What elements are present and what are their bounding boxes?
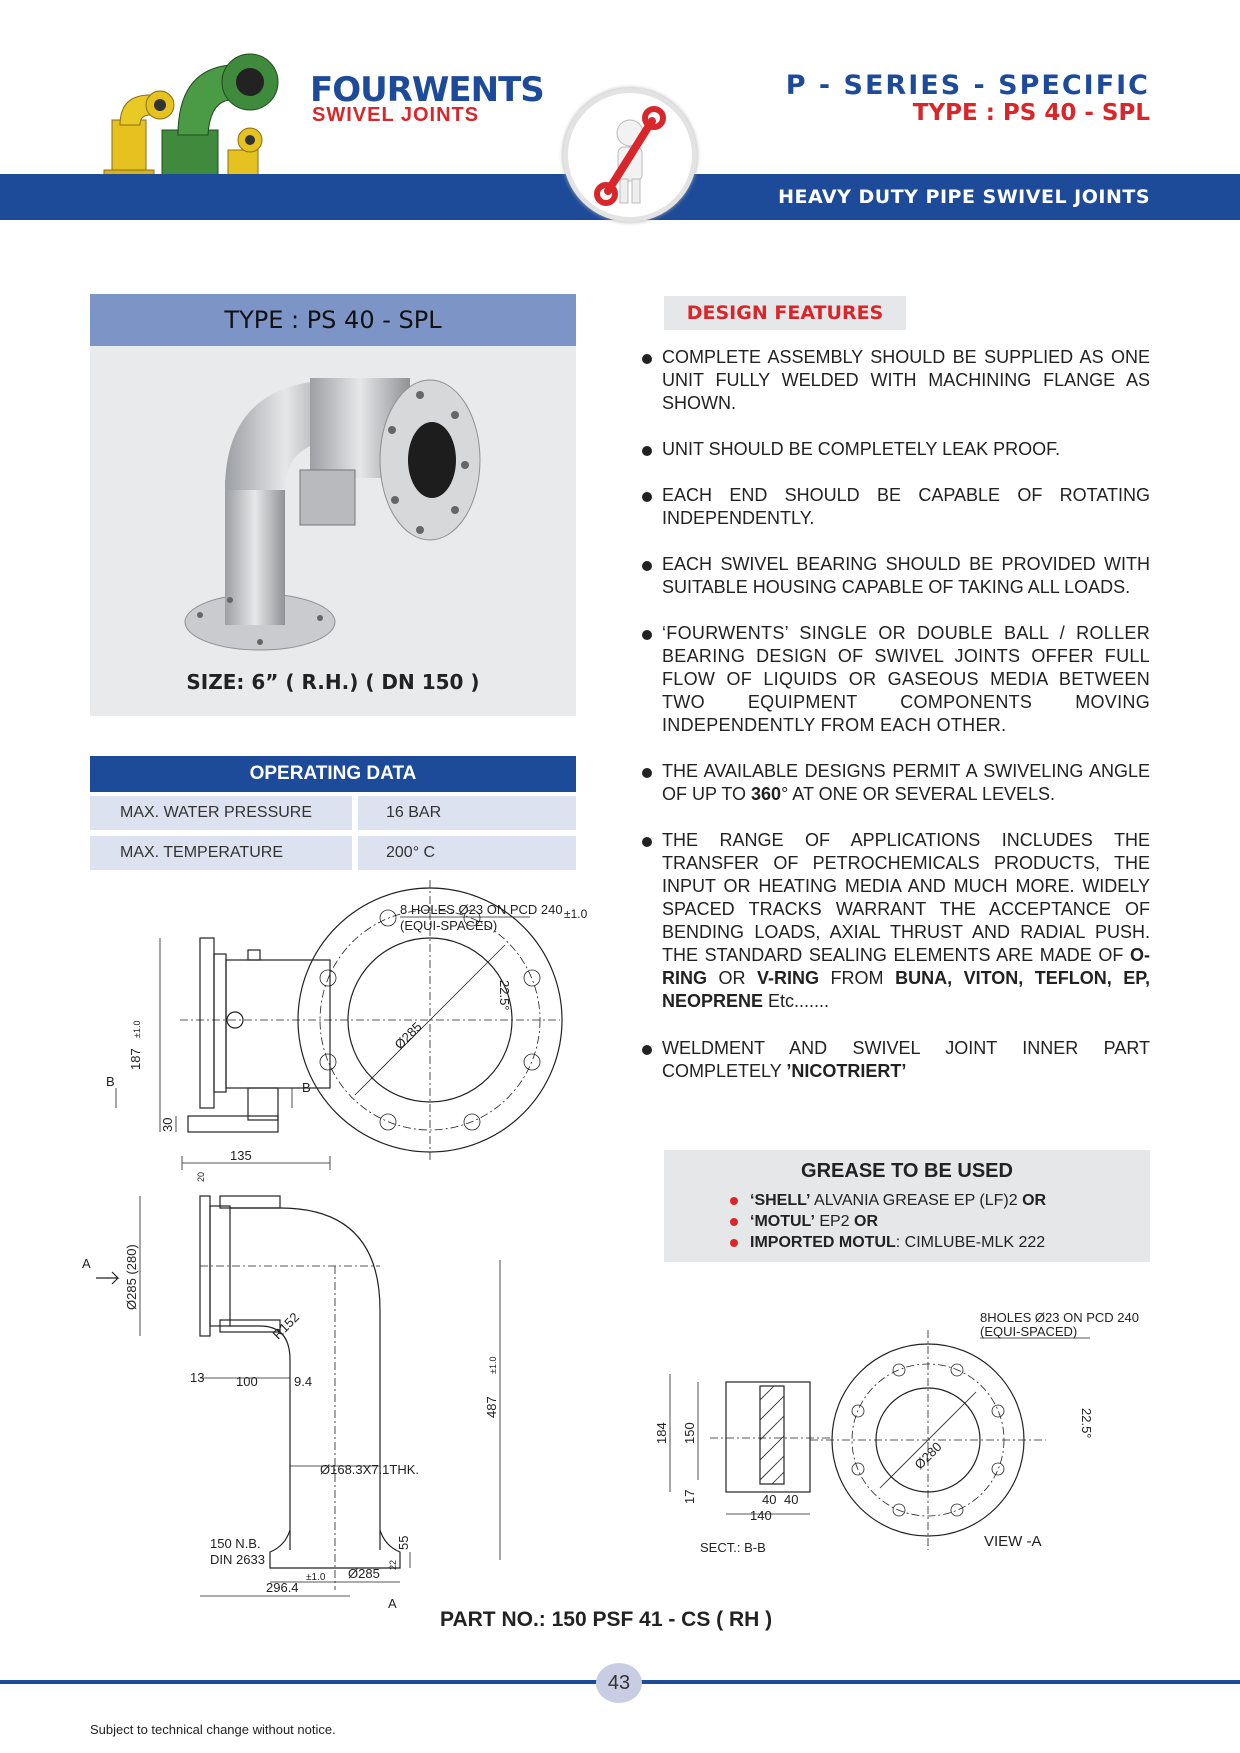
section-b-right: B bbox=[302, 1080, 311, 1095]
dim-d17: 17 bbox=[682, 1489, 697, 1504]
feature-item: COMPLETE ASSEMBLY SHOULD BE SUPPLIED AS ONE UNIT FULLY WELDED WITH MACHINING FLANGE AS SHOWN. bbox=[642, 346, 1150, 415]
dim-d20: 20 bbox=[196, 1171, 206, 1182]
dim-d13: 13 bbox=[190, 1370, 205, 1385]
dim-d94: 9.4 bbox=[294, 1374, 313, 1389]
holes-tol-visible: ±1.0 bbox=[564, 907, 588, 921]
operating-data-title: OPERATING DATA bbox=[90, 756, 576, 792]
technical-drawing-main bbox=[80, 870, 588, 1611]
dim-nb: 150 N.B. bbox=[210, 1536, 261, 1551]
dim-tol: ±1.0 bbox=[132, 1020, 142, 1038]
section-bb-label: SECT.: B-B bbox=[700, 1540, 766, 1555]
dim-d100: 100 bbox=[236, 1374, 258, 1389]
dim-d40a: 40 bbox=[762, 1492, 777, 1507]
product-title: TYPE : PS 40 - SPL bbox=[90, 294, 576, 346]
feature-item: EACH SWIVEL BEARING SHOULD BE PROVIDED WITH SUITABLE HOUSING CAPABLE OF TAKING ALL LOADS. bbox=[642, 553, 1150, 599]
dim-right-angle: 22.5° bbox=[1079, 1408, 1094, 1439]
series-type: TYPE : PS 40 - SPL bbox=[912, 100, 1150, 126]
product-size: SIZE: 6” ( R.H.) ( DN 150 ) bbox=[186, 670, 480, 694]
part-number: PART NO.: 150 PSF 41 - CS ( RH ) bbox=[440, 1608, 773, 1631]
right-holes-note: 8HOLES Ø23 ON PCD 240 bbox=[980, 1310, 1139, 1325]
page-number: 43 bbox=[596, 1663, 642, 1703]
view-a-arrow-label: A bbox=[82, 1256, 91, 1271]
dim-d280: Ø280 bbox=[911, 1439, 945, 1473]
op-label-temperature: MAX. TEMPERATURE bbox=[90, 836, 352, 870]
product-photo bbox=[170, 360, 500, 660]
grease-item: ‘SHELL’ ALVANIA GREASE EP (LF)2 OR bbox=[730, 1192, 1046, 1210]
dim-d140: 140 bbox=[750, 1508, 772, 1523]
dim-din: DIN 2633 bbox=[210, 1552, 265, 1567]
dim-d2964: 296.4 bbox=[266, 1580, 299, 1595]
dim-d55: 55 bbox=[396, 1535, 411, 1550]
dim-h187: 187 bbox=[128, 1048, 143, 1070]
dim-d135: 135 bbox=[230, 1148, 252, 1163]
grease-title: GREASE TO BE USED bbox=[801, 1160, 1013, 1182]
feature-item: THE RANGE OF APPLICATIONS INCLUDES THE TRANSFER OF PETROCHEMICALS PRODUCTS, THE INPUT OR HEATING MEDIA AND MUCH MORE. WIDELY SPACED TRACKS WARRANT THE ACCEPTANCE OF BENDING LOADS, AXIAL THRUST AND RADIAL PUSH. THE STANDARD SEALING ELEMENTS ARE MADE OF O-RING OR V-RING FROM BUNA, VITON, TEFLON, EP, NEOPRENE Etc....... bbox=[642, 829, 1150, 1013]
op-value-pressure: 16 BAR bbox=[358, 796, 576, 830]
mascot-wrench-icon bbox=[568, 93, 692, 217]
design-features-title: DESIGN FEATURES bbox=[664, 296, 906, 330]
equi-note: (EQUI-SPACED) bbox=[400, 918, 498, 933]
dim-d150: 150 bbox=[682, 1422, 697, 1444]
section-b-left: B bbox=[106, 1074, 115, 1089]
view-a-label: VIEW -A bbox=[984, 1533, 1042, 1550]
dim-d285: Ø285 bbox=[391, 1019, 425, 1053]
logo-word: FOURWENTS bbox=[310, 70, 544, 110]
grease-item: IMPORTED MOTUL: CIMLUBE-MLK 222 bbox=[730, 1234, 1045, 1252]
dim-flange-d285: Ø285 bbox=[348, 1566, 380, 1581]
dim-d40b: 40 bbox=[784, 1492, 799, 1507]
feature-item: EACH END SHOULD BE CAPABLE OF ROTATING INDEPENDENTLY. bbox=[642, 484, 1150, 530]
feature-item: THE AVAILABLE DESIGNS PERMIT A SWIVELING ANGLE OF UP TO 360° AT ONE OR SEVERAL LEVELS. bbox=[642, 760, 1150, 806]
dim-h487: 487 bbox=[484, 1396, 499, 1418]
feature-item: ‘FOURWENTS’ SINGLE OR DOUBLE BALL / ROLLER BEARING DESIGN OF SWIVEL JOINTS OFFER FULL FLOW OF LIQUIDS OR GASEOUS MEDIA BETWEEN TWO EQUIPMENT COMPONENTS MOVING INDEPENDENTLY FROM EACH OTHER. bbox=[642, 622, 1150, 737]
logo-sub: SWIVEL JOINTS bbox=[312, 104, 480, 126]
dim-d30: 30 bbox=[160, 1117, 175, 1132]
dim-tol-2964: ±1.0 bbox=[306, 1572, 326, 1583]
pipe-note: Ø168.3X7.1THK. bbox=[320, 1462, 419, 1477]
view-a-bottom-label: A bbox=[388, 1596, 397, 1611]
dim-r152: R152 bbox=[269, 1309, 303, 1343]
holes-note: 8 HOLES Ø23 ON PCD 240 bbox=[400, 902, 563, 917]
header-subtitle: HEAVY DUTY PIPE SWIVEL JOINTS bbox=[778, 186, 1150, 208]
dim-d184: 184 bbox=[654, 1422, 669, 1444]
grease-item: ‘MOTUL’ EP2 OR bbox=[730, 1213, 878, 1231]
dim-d285-280: Ø285 (280) bbox=[124, 1244, 139, 1310]
technical-drawing-details bbox=[650, 1310, 1150, 1560]
dim-angle: 22.5° bbox=[497, 980, 512, 1011]
footer-note: Subject to technical change without notice. bbox=[90, 1722, 336, 1737]
dim-d22: 22 bbox=[388, 1559, 398, 1570]
feature-item: WELDMENT AND SWIVEL JOINT INNER PART COMPLETELY ’NICOTRIERT’ bbox=[642, 1037, 1150, 1083]
feature-item: UNIT SHOULD BE COMPLETELY LEAK PROOF. bbox=[642, 438, 1150, 461]
series-title: P - SERIES - SPECIFIC bbox=[785, 70, 1150, 101]
op-label-pressure: MAX. WATER PRESSURE bbox=[90, 796, 352, 830]
right-equi-note: (EQUI-SPACED) bbox=[980, 1324, 1078, 1339]
op-value-temperature: 200° C bbox=[358, 836, 576, 870]
mascot-badge bbox=[563, 88, 697, 222]
dim-tol-487: ±1.0 bbox=[488, 1356, 498, 1374]
